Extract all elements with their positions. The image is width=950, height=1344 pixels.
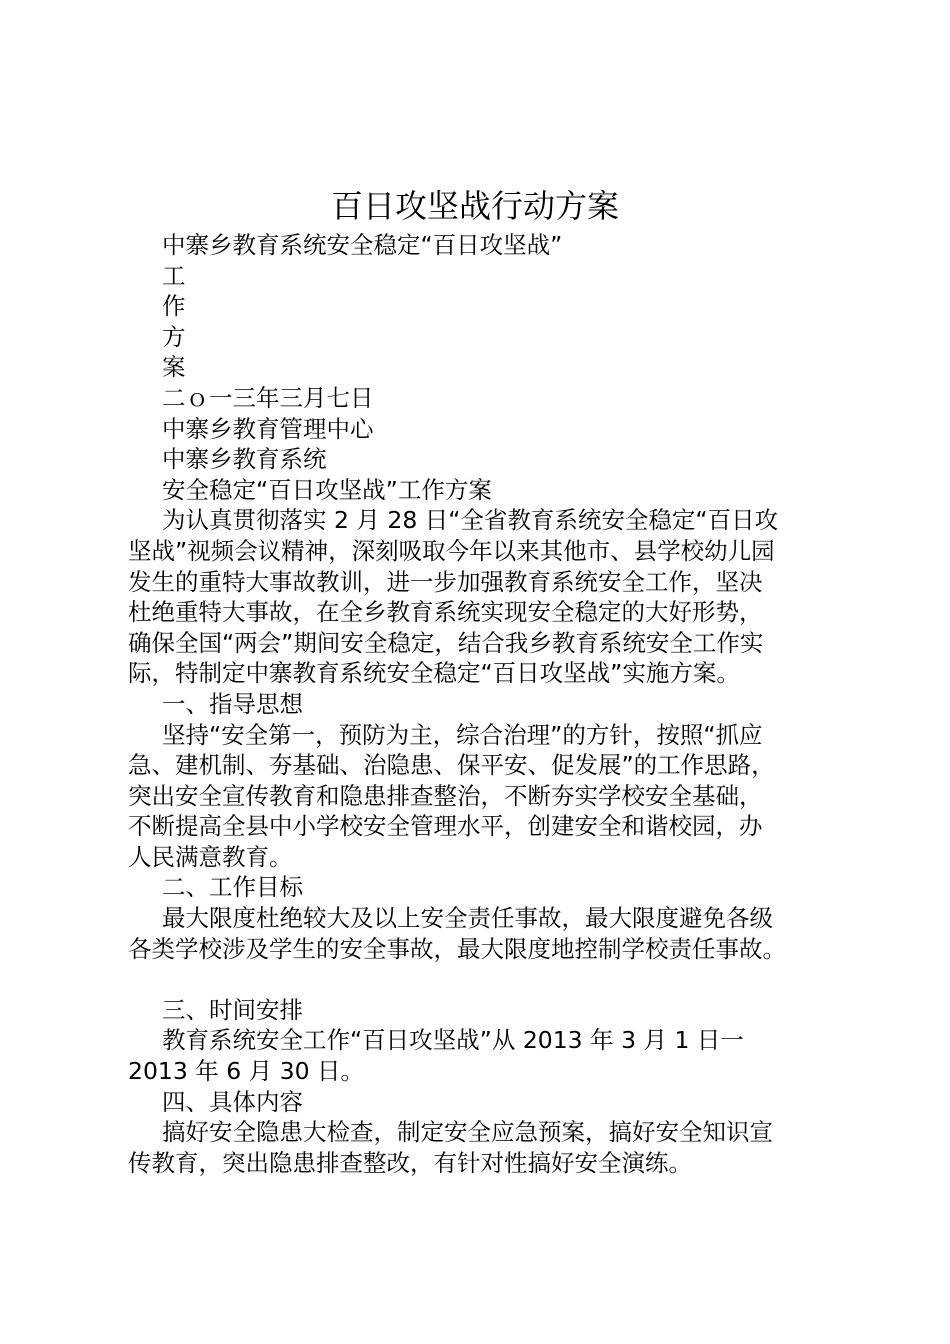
- date-line: 二ｏ一三年三月七日: [162, 383, 374, 412]
- section-heading: 四、具体内容: [162, 1087, 303, 1116]
- paragraph-line: 传教育，突出隐患排查整改，有针对性搞好安全演练。: [128, 1148, 692, 1177]
- vertical-char-line: 案: [162, 353, 186, 382]
- heading-line: 安全稳定“百日攻坚战”工作方案: [162, 475, 492, 504]
- subtitle-line: 中寨乡教育系统安全稳定“百日攻坚战”: [162, 231, 563, 259]
- paragraph-line: 际，特制定中寨教育系统安全稳定“百日攻坚战”实施方案。: [128, 659, 740, 688]
- document-title: 百日攻坚战行动方案: [330, 187, 619, 225]
- paragraph-line: 确保全国“两会”期间安全稳定，结合我乡教育系统安全工作实: [128, 628, 764, 657]
- paragraph-line: 坚战”视频会议精神，深刻吸取今年以来其他市、县学校幼儿园: [128, 536, 775, 565]
- vertical-char-line: 工: [162, 261, 186, 290]
- paragraph-line: 杜绝重特大事故，在全乡教育系统实现安全稳定的大好形势，: [128, 598, 763, 627]
- paragraph-line: 各类学校涉及学生的安全事故，最大限度地控制学校责任事故。: [128, 934, 786, 963]
- paragraph-line: 2013 年 6 月 30 日。: [128, 1057, 365, 1086]
- vertical-char-line: 作: [162, 292, 186, 321]
- issuer-line: 中寨乡教育管理中心: [162, 414, 374, 443]
- paragraph-line: 搞好安全隐患大检查，制定安全应急预案，搞好安全知识宣: [162, 1118, 773, 1147]
- heading-line: 中寨乡教育系统: [162, 445, 327, 474]
- vertical-char-line: 方: [162, 322, 186, 351]
- blank-line: [128, 964, 838, 995]
- paragraph-line: 为认真贯彻落实 2 月 28 日“全省教育系统安全稳定“百日攻: [162, 506, 779, 535]
- document-body: [128, 230, 838, 1178]
- paragraph-line: 人民满意教育。: [128, 842, 293, 871]
- paragraph-line: 突出安全宣传教育和隐患排查整治，不断夯实学校安全基础，: [128, 781, 763, 810]
- paragraph-line: 最大限度杜绝较大及以上安全责任事故，最大限度避免各级: [162, 904, 773, 933]
- section-heading: 一、指导思想: [162, 689, 303, 718]
- paragraph-line: 不断提高全县中小学校安全管理水平，创建安全和谐校园，办: [128, 812, 763, 841]
- section-heading: 二、工作目标: [162, 873, 303, 902]
- paragraph-line: 急、建机制、夯基础、治隐患、保平安、促发展”的工作思路，: [128, 751, 775, 780]
- paragraph-line: 坚持“安全第一，预防为主，综合治理”的方针，按照“抓应: [162, 720, 763, 749]
- paragraph-line: 教育系统安全工作“百日攻坚战”从 2013 年 3 月 1 日一: [162, 1026, 744, 1055]
- section-heading: 三、时间安排: [162, 995, 303, 1024]
- paragraph-line: 发生的重特大事故教训，进一步加强教育系统安全工作，坚决: [128, 567, 763, 596]
